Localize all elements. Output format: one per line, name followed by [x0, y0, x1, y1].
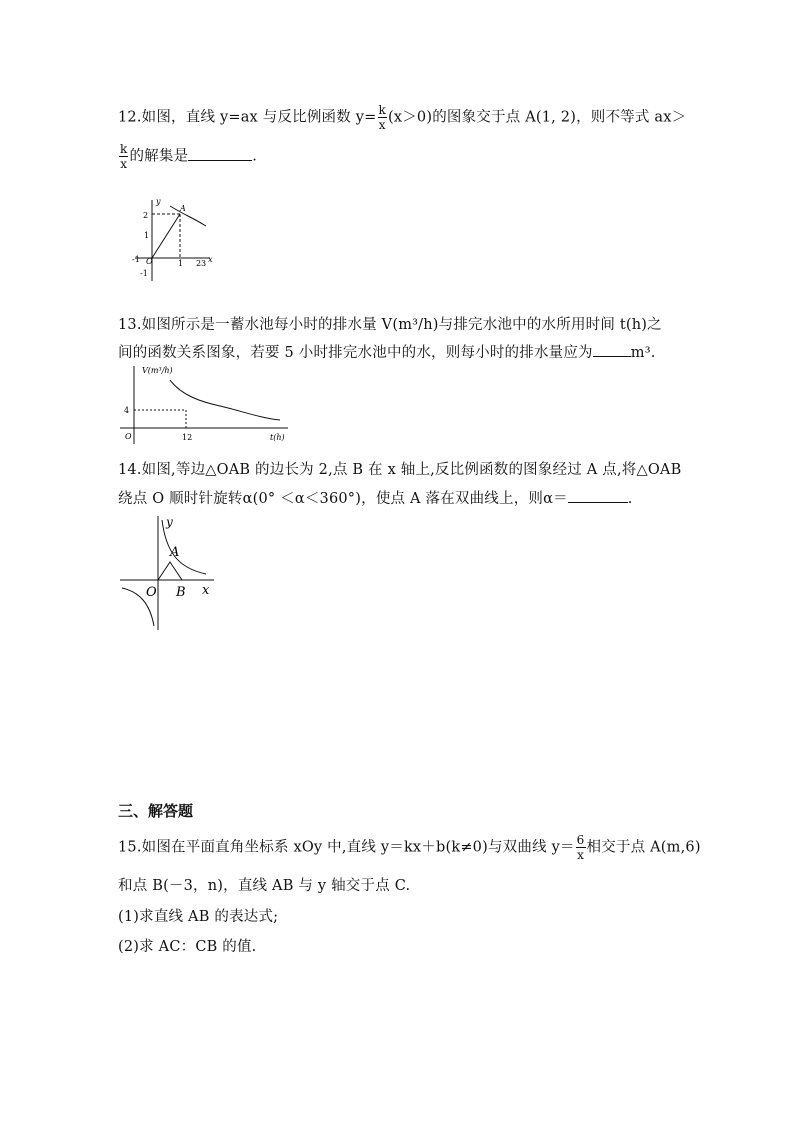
q15-line-3: (1)求直线 AB 的表达式;: [118, 909, 279, 925]
q15-text-a: 15.如图在平面直角坐标系 xOy 中,直线 y＝kx＋b(k≠0)与双曲线 y＝: [118, 839, 575, 856]
q12-figure: [130, 196, 220, 286]
q14-line2-end: .: [627, 491, 633, 507]
q12-tick-m1: -1: [132, 255, 140, 264]
q14-line-2: [118, 487, 633, 508]
q12-line-2: [118, 143, 257, 170]
q13-tick-12: 12: [182, 433, 193, 442]
q12-tick-x3: 3: [201, 259, 207, 268]
q13-figure: [120, 364, 295, 446]
q12-line2-end: .: [252, 148, 258, 165]
q13-tick-4: 4: [124, 406, 130, 415]
q15-line-2: 和点 B(－3，n)，直线 AB 与 y 轴交于点 C.: [118, 878, 411, 894]
q12-tick-x2: 2: [196, 259, 202, 268]
q12-frac2-num: k: [120, 142, 128, 156]
q15-fraction-6-over-x: [576, 834, 586, 861]
q12-answer-blank[interactable]: [188, 146, 252, 161]
q12-line-1: [118, 104, 686, 131]
q12-text-b: (x＞0)的图象交于点 A(1, 2)，则不等式 ax＞: [387, 109, 687, 126]
q13-line2-text: 间的函数关系图象，若要 5 小时排完水池中的水，则每小时的排水量应为: [118, 345, 593, 361]
q15-frac-num: 6: [576, 833, 585, 847]
q14-point-o: O: [146, 585, 157, 600]
q12-text-a: 12.如图，直线 y=ax 与反比例函数 y=: [118, 109, 377, 126]
q14-point-a: A: [170, 545, 180, 560]
q12-frac2-den: x: [120, 157, 128, 171]
q12-x-label: x: [208, 255, 213, 264]
q12-point-a: A: [180, 204, 186, 213]
q13-unit: m³.: [630, 345, 656, 361]
q15-line-4: (2)求 AC：CB 的值.: [118, 939, 257, 955]
q12-line-y-ax: [152, 214, 180, 258]
q13-line-1: 13.如图所示是一蓄水池每小时的排水量 V(m³/h)与排完水池中的水所用时间 t(h)之: [118, 317, 662, 333]
q15-frac-den: x: [577, 848, 585, 862]
q13-answer-blank[interactable]: [593, 342, 631, 357]
q13-y-label: V(m³/h): [142, 366, 173, 375]
q12-line2-text: 的解集是: [129, 148, 189, 165]
q12-y-label: y: [156, 197, 161, 206]
q12-frac-num: k: [378, 103, 386, 117]
q12-tick-1: 1: [144, 231, 150, 240]
q12-tick-x1: 1: [178, 259, 184, 268]
q12-fraction-k-over-x: [378, 104, 387, 131]
q12-hyperbola: [170, 206, 206, 226]
q14-figure: [118, 512, 228, 632]
q12-tick-ym1: -1: [140, 269, 148, 278]
q15-text-b: 相交于点 A(m,6): [586, 839, 701, 856]
q14-y-label: y: [166, 515, 173, 529]
q14-line2-text: 绕点 O 顺时针旋转α(0° ＜α＜360°)，使点 A 落在双曲线上，则α＝: [118, 491, 568, 507]
q14-answer-blank[interactable]: [568, 488, 628, 503]
q14-triangle-oab: [158, 562, 182, 580]
q14-line-1: 14.如图,等边△OAB 的边长为 2,点 B 在 x 轴上,反比例函数的图象经过 A 点,将△OAB: [118, 462, 682, 478]
q12-origin: O: [146, 257, 153, 266]
q14-point-b: B: [176, 585, 186, 600]
section-title: 三、解答题: [118, 802, 194, 820]
q12-frac-den: x: [378, 118, 386, 132]
q15-line-1: [118, 834, 701, 861]
q13-x-label: t(h): [270, 433, 285, 442]
q13-line-2: [118, 341, 656, 362]
q14-x-label: x: [202, 583, 210, 598]
q12-fraction-2: [119, 143, 128, 170]
q13-origin: O: [125, 432, 132, 441]
q12-tick-2: 2: [143, 211, 149, 220]
